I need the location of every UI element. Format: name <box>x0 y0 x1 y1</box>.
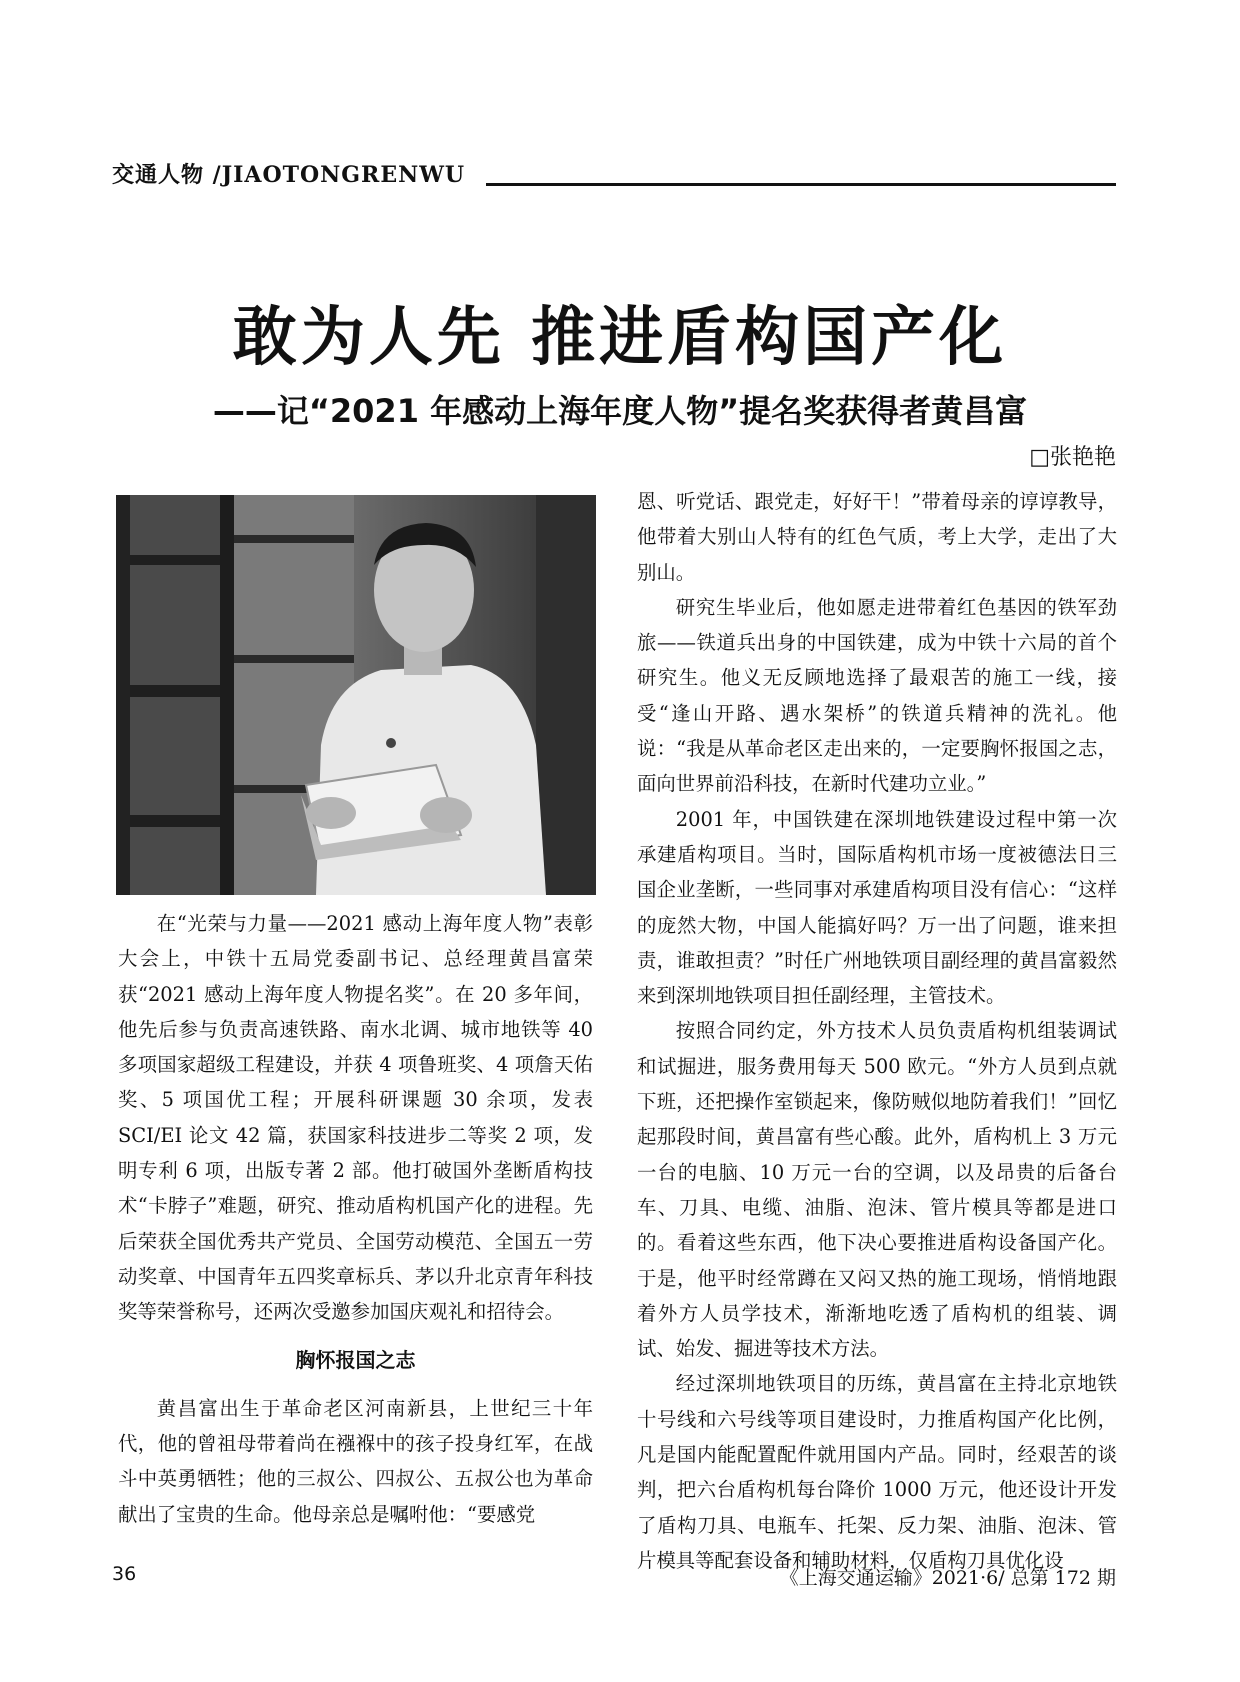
article-right-column <box>637 484 1117 1578</box>
article-paragraph: 2001 年，中国铁建在深圳地铁建设过程中第一次承建盾构项目。当时，国际盾构机市场一度被德法日三国企业垄断，一些同事对承建盾构项目没有信心：“这样的庞然大物，中国人能搞好吗？万一出了问题，谁来担责，谁敢担责？”时任广州地铁项目副经理的黄昌富毅然来到深圳地铁项目担任副经理，主管技术。 <box>637 807 1117 1008</box>
article-paragraph-continued: 恩、听党话、跟党走，好好干！”带着母亲的谆谆教导，他带着大别山人特有的红色气质，考上大学，走出了大别山。 <box>637 490 1117 584</box>
byline: □张艳艳 <box>1029 445 1116 470</box>
article-paragraph: 黄昌富出生于革命老区河南新县，上世纪三十年代，他的曾祖母带着尚在襁褓中的孩子投身红军，在战斗中英勇牺牲；他的三叔公、四叔公、五叔公也为革命献出了宝贵的生命。他母亲总是嘱咐他：“要感党 <box>118 1396 593 1526</box>
article-paragraph: 研究生毕业后，他如愿走进带着红色基因的铁军劲旅——铁道兵出身的中国铁建，成为中铁十六局的首个研究生。他义无反顾地选择了最艰苦的施工一线，接受“逢山开路、遇水架桥”的铁道兵精神的洗礼。他说：“我是从革命老区走出来的，一定要胸怀报国之志，面向世界前沿科技，在新时代建功立业。” <box>637 595 1117 796</box>
photo-illustration <box>116 495 596 895</box>
article-left-column <box>118 906 593 1532</box>
article-paragraph: 在“光荣与力量——2021 感动上海年度人物”表彰大会上，中铁十五局党委副书记、总经理黄昌富荣获“2021 感动上海年度人物提名奖”。在 20 多年间，他先后参与负责高速铁路、南水北调、城市地铁等 40 多项国家超级工程建设，并获 4 项鲁班奖、4 项詹天佑奖、5 项国优工程；开展科研课题 30 余项，发表 SCI/EI 论文 42 篇，获国家科技进步二等奖 2 项，发明专利 6 项，出版专著 2 部。他打破国外垄断盾构技术“卡脖子”难题，研究、推动盾构机国产化的进程。先后荣获全国优秀共产党员、全国劳动模范、全国五一劳动奖章、中国青年五四奖章标兵、茅以升北京青年科技奖等荣誉称号，还两次受邀参加国庆观礼和招待会。 <box>118 912 593 1324</box>
portrait-photo <box>116 495 596 895</box>
article-paragraph: 经过深圳地铁项目的历练，黄昌富在主持北京地铁十号线和六号线等项目建设时，力推盾构国产化比例，凡是国内能配置配件就用国内产品。同时，经艰苦的谈判，把六台盾构机每台降价 1000 万元，他还设计开发了盾构刀具、电瓶车、托架、反力架、油脂、泡沫、管片模具等配套设备和辅助材料，仅盾构刀具优化设 <box>637 1372 1117 1572</box>
article-title: 敢为人先 推进盾构国产化 <box>232 300 1008 375</box>
journal-citation: 《上海交通运输》2021·6/ 总第 172 期 <box>779 1567 1116 1589</box>
section-rule <box>486 183 1116 186</box>
page-number: 36 <box>112 1563 137 1585</box>
article-subtitle: ——记“2021 年感动上海年度人物”提名奖获得者黄昌富 <box>212 392 1028 430</box>
section-label: 交通人物 /JIAOTONGRENWU <box>112 162 466 188</box>
article-subheading: 胸怀报国之志 <box>295 1347 416 1372</box>
article-paragraph: 按照合同约定，外方技术人员负责盾构机组装调试和试掘进，服务费用每天 500 欧元。“外方人员到点就下班，还把操作室锁起来，像防贼似地防着我们！”回忆起那段时间，黄昌富有些心酸。此外，盾构机上 3 万元一台的电脑、10 万元一台的空调，以及昂贵的后备台车、刀具、电缆、油脂、泡沫、管片模具等都是进口的。看着这些东西，他下决心要推进盾构设备国产化。于是，他平时经常蹲在又闷又热的施工现场，悄悄地跟着外方人员学技术，渐渐地吃透了盾构机的组装、调试、始发、掘进等技术方法。 <box>637 1019 1117 1361</box>
